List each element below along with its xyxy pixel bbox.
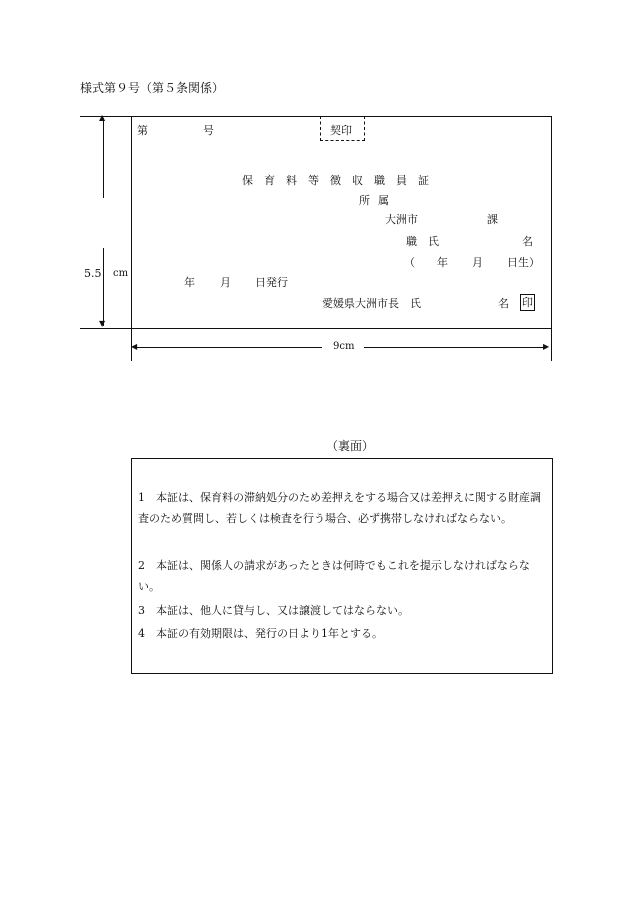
city-label: 大洲市 (385, 213, 418, 226)
name-label: 名 (522, 235, 533, 248)
height-value: 5.5 (84, 267, 102, 280)
width-arrow-left-icon: ◀ (131, 342, 138, 351)
width-arrow-right (364, 347, 547, 348)
issue-day: 日発行 (255, 276, 288, 289)
affiliation-label: 所属 (359, 194, 397, 207)
section-label: 課 (487, 213, 498, 226)
height-unit: cm (113, 268, 129, 279)
issue-month: 月 (220, 276, 231, 289)
position-label: 職氏 (406, 235, 450, 248)
note-item-3: 3 本証は、他人に貸与し、又は譲渡してはならない。 (138, 604, 409, 617)
width-arrow-right-icon: ▶ (543, 342, 550, 351)
card-left-border (131, 116, 132, 361)
card-title: 保育料等徴収職員証 (242, 174, 440, 187)
birth-month: 月 (472, 256, 483, 269)
width-label: 9cm (333, 341, 355, 352)
birth-day: 日生） (507, 256, 540, 269)
card-top-border (80, 116, 551, 117)
card-right-border (551, 116, 552, 361)
height-arrow-lower (103, 248, 104, 326)
tally-stamp-label: 契印 (330, 124, 352, 137)
card-number-label: 第 号 (137, 124, 225, 137)
issuer-label: 愛媛県大洲市長 氏 (322, 297, 421, 310)
card-bottom-border (80, 328, 551, 329)
height-arrow-up-icon: ▲ (99, 113, 106, 122)
official-seal: 印 (522, 296, 533, 309)
issue-year: 年 (184, 276, 195, 289)
height-arrow-upper (103, 118, 104, 198)
birth-open: （ (404, 256, 415, 269)
height-arrow-down-icon: ▼ (99, 319, 106, 328)
form-title: 様式第９号（第５条関係） (80, 81, 225, 95)
birth-year: 年 (437, 256, 448, 269)
width-arrow-left (136, 347, 322, 348)
note-item-2: 2 本証は、関係人の請求があったときは何時でもこれを提示しなければならない。 (138, 559, 530, 593)
note-item-1: 1 本証は、保育料の滞納処分のため差押えをする場合又は差押えに関する財産調査のため質問し、若しくは検査を行う場合、必ず携帯しなければならない。 (138, 491, 541, 525)
note-item-4: 4 本証の有効期限は、発行の日より1年とする。 (138, 627, 383, 640)
back-title: （裏面） (326, 439, 375, 453)
issuer-name-label: 名 (498, 297, 509, 310)
